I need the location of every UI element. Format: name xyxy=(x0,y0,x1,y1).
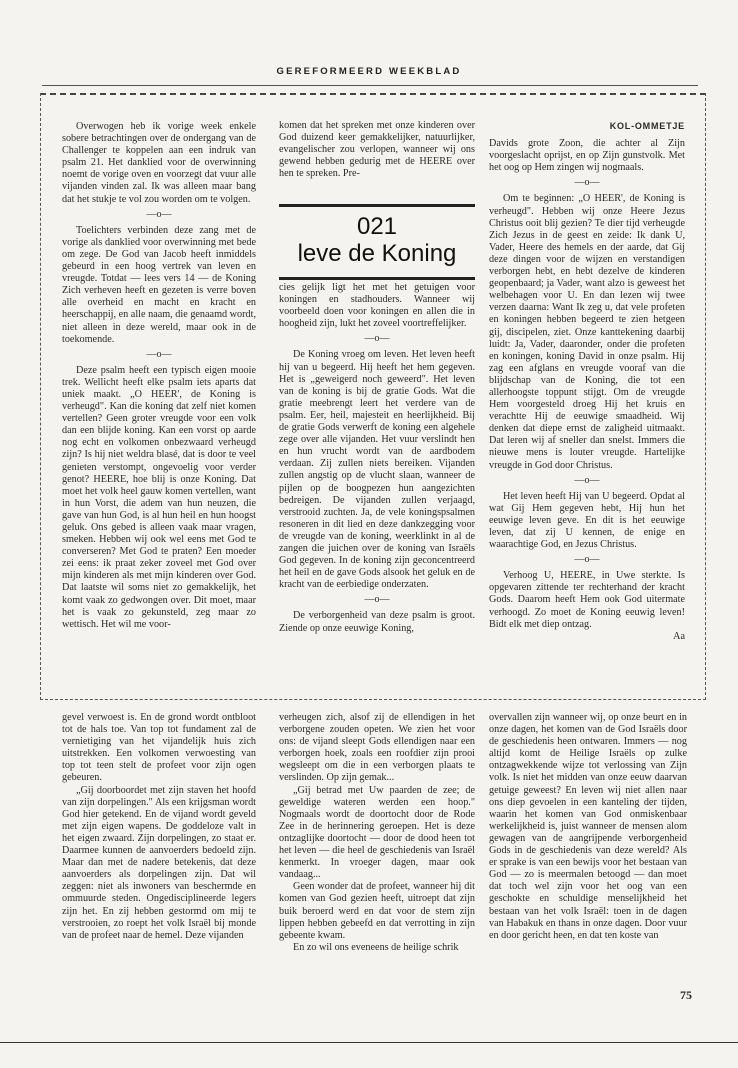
section-separator: —o— xyxy=(574,554,600,566)
paragraph: De Koning vroeg om leven. Het leven heeft hij van u begeerd. Hij heeft het hem gegeven. Het is „geweigerd noch geweerd". Het leven van de koning is bij de gratie Gods. Wat die gratie meebrengt leert het verdere van de psalm. Eer, heil, majesteit en heerlijkheid. Bij de gratie Gods verwerft de koning een algehele zege over alle vijanden. Het vuur verslindt hen en hun vrucht wordt van de aardbodem verdaan. Zij zullen niets bereiken. Vijanden zullen angstig op de vlucht slaan, wanneer de pijlen op de boogpezen hun aangezichten bedreigen. De vijanden zullen verjaagd, verstrooid zuchten. Ja, de vele koningspsalmen resoneren in dit lied en deze dankzegging voor de vreugde van de koning, weerklinkt in al de zangen die juichen over de koning van Israëls God gegeven. In de koning zijn geconcentreerd het heil en de gave Gods alsook het geluk en de kracht van de eerbiedige onderzaten. xyxy=(279,349,475,591)
paragraph: Het leven heeft Hij van U begeerd. Opdat al wat Gij Hem gegeven hebt, Hij hun het eeuwige leven geve. En dit is het eeuwige leven, dat zij U kennen, de enige en waarachtige God, en Jezus Christus. xyxy=(489,490,685,551)
paragraph: verheugen zich, alsof zij de ellendigen in het verborgene zouden opeten. We zien het voor ons: de vijand sleept Gods ellendigen naar een verborgen hoek, zoals een roofdier zijn prooi wegsleept om die in een verborgen plaats te verslinden. Op zijn gemak... xyxy=(279,712,475,784)
column-2-top xyxy=(279,120,475,180)
paragraph: Verhoog U, HEERE, in Uwe sterkte. Is opgevaren zittende ter rechterhand der kracht Gods. Daarom heeft Hem ook God uitermate verhoogd. Zo moet de Koning eeuwig leven! Bidt elk met diep ontzag. xyxy=(489,570,685,630)
article-title-block xyxy=(279,204,475,280)
column-3 xyxy=(489,120,685,643)
header-rule xyxy=(42,85,698,86)
page-number: 75 xyxy=(680,988,692,1002)
paragraph: Toelichters verbinden deze zang met de vorige als danklied voor overwinning met bede om zege. De God van Jacob heeft inmiddels gebeurd in een hoog vertrek van leven en vreugde. Totdat — lees vers 14 — de Koning Zich verheven heeft en gezeten is verre boven alle overheid en macht en kracht en heerschappij, en alle naam, die genaamd wordt, niet alleen in deze wereld, maar ook in de toekomende. xyxy=(62,224,256,345)
paragraph: Om te beginnen: „O HEER', de Koning is verheugd". Hebben wij onze Heere Jezus Christus ooit blij gezien? Te dier tijd verheugde Zich Jezus in de geest en zeide: Ik dank U, Vader, Heere des hemels en der aarde, dat Gij deze dingen voor de wijzen en verstandigen verborgen hebt, en hebt dezelve de kinderen geopenbaard; ja Vader, want alzo is geweest het welbehagen voor U. En dan lezen wij twee verzen daarna: Want Ik zeg u, dat vele profeten en koningen hebben begeerd te zien hetgeen gij, discipelen, ziet. Onze kanttekening daarbij luidt: Ja, Vader, daaronder, onder die profeten en koningen, koning David in onze psalm. Hij zag een afglans en vreugde vooraf van die blijdschap van de Koning, die tot een allerhoogste toppunt stijgt. Om de vreugde Hem voorgesteld droeg Hij het kruis en verachtte Hij de eeuwige smaadheid. Wij denken dat diepe ernst de zaligheid uitmaakt. Dat leren wij af sneller dan snelst. Immers die nieuwe mens is louter vreugde. Hartelijke vreugde in God door Christus. xyxy=(489,193,685,471)
paragraph: En zo wil ons eveneens de heilige schrik xyxy=(293,941,459,953)
article-number: 021 xyxy=(356,213,398,240)
paragraph: Davids grote Zoon, die achter al Zijn voorgeslacht oprijst, en op Zijn gunstvolk. Met het oog op Hem zingen wij nogmaals. xyxy=(489,138,685,174)
paragraph: gevel verwoest is. En de grond wordt ontbloot tot de hals toe. Van top tot fundament zal de vernietiging van het vijandelijk huis zich uitstrekken. Een volkomen verwoesting van top tot teen stelt de profeet voor zijn ogen gebeuren. xyxy=(62,712,256,784)
paragraph: Deze psalm heeft een typisch eigen mooie trek. Wellicht heeft elke psalm iets aparts dat uniek maakt. „O HEER', de Koning is verheugd". Kan die koning dat zelf niet komen vertellen? Geen groter vreugde voor een volk dan een blijde koning. Kan een vorst op aarde nog echt en volkomen onbezwaard verheugd zijn? Is hij niet weldra blasé, dat is door te veel genieten verstompt, ongevoelig voor verder genot? HEERE, hoe blij is onze Koning. Dat moet het volk heel gauw komen vertellen, want in hun Vorst, die adem van hun neuzen, die gave van hun God, is al hun heil en hun hoogst geluk. Ons gebed is alleen vaak maar vragen, smeken. Hebben wij ook wel eens met God te converseren? Met God te praten? Een moeder zei eens: ik praat zeker zoveel met God over mijn kinderen als met mijn kinderen over God. Dat laatste wil soms niet zo gemakkelijk, het komt vaak zo gedwongen over. Dit moet, maar het is vaak zo gekunsteld, zeg maar zo wettisch. Het wil me voor- xyxy=(62,364,256,630)
paragraph: overvallen zijn wanneer wij, op onze beurt en in onze dagen, het komen van de God Israëls door de geschiedenis heen ontwaren. Immers — nog altijd komt de Heilige Israëls op zulke ontzagwekkende wijze tot verlossing van Zijn volk. Is niet het midden van onze eeuw daarvan getuige geweest? En leven wij niet allen naar ons diep gevoelen in een kanteling der tijden, waarin het komen van God onmiskenbaar werkelijkheid is, juist wanneer de mensen alom gewagen van de aangrijpende verborgenheid Gods in de geschiedenis van deze wereld? Als er sprake is van een bewijs voor het bestaan van God — zo is meermalen betoogd — dan moet dat toch wel zijn voor het oog van een geschokte en schuldige menselijkheid het bestaan van het volk Israël: toen in de dagen van Habakuk en thans in onze dagen. Door vuur en door gericht heen, en dat ten koste van xyxy=(489,712,687,941)
paragraph: cies gelijk ligt het met het getuigen voor koningen en stadhouders. Wanneer wij voorbeeld doen voor koningen en allen die in hoogheid zijn, lukt het zoveel voortreffelijker. xyxy=(279,282,475,330)
section-separator: —o— xyxy=(574,177,600,189)
column-2 xyxy=(279,282,475,635)
section-separator: —o— xyxy=(574,474,600,486)
bottom-column-1 xyxy=(62,712,256,942)
bottom-column-3 xyxy=(489,712,687,942)
bottom-column-2 xyxy=(279,712,475,954)
column-label: KOL-OMMETJE xyxy=(609,121,685,131)
section-separator: —o— xyxy=(364,594,390,606)
paragraph: komen dat het spreken met onze kinderen over God duizend keer gemakkelijker, natuurlijker, evangelischer zou verlopen, wanneer wij ons gewend hebben gedurig met de HEERE over hen te spreken. Pre- xyxy=(279,120,475,180)
section-separator: —o— xyxy=(146,348,172,360)
author-initials: Aa xyxy=(673,630,685,642)
paragraph: „Gij betrad met Uw paarden de zee; de geweldige wateren werden een hoop." Nogmaals wordt de doortocht door de Rode Zee in de herinnering geroepen. Het is deze ontzaglijke doortocht — door de dood heen tot het leven — die heel de geschiedenis van Israël kenmerkt. In vroeger dagen, maar ook vandaag... xyxy=(279,784,475,881)
column-3-body xyxy=(489,138,685,631)
article-title: leve de Koning xyxy=(297,240,457,267)
paragraph: Overwogen heb ik vorige week enkele sobere betrachtingen over de ondergang van de Challenger te koppelen aan een indruk van psalm 21. Het danklied voor de overwinning noemt de vorige oven en voorzegt dat vuur alle vijanden vinden zal. Ik was alleen maar bang dat het stukje te vol zou worden om te volgen. xyxy=(62,121,256,205)
column-1 xyxy=(62,121,256,631)
paragraph: „Gij doorboordet met zijn staven het hoofd van zijn dorpelingen." Als een krijgsman wordt God hier getekend. En de vijand wordt geveld met zijn eigen wapens. De goddeloze valt in het eigen zwaard. Zijn dorpelingen, zo staat er. Daarmee kunnen de aanvoerders bedoeld zijn. Maar dan met de nadere betekenis, dat deze aanvoerders als dorpelingen zijn. Dat wil zeggen: niet als inwoners van beschermde en ommuurde steden. Ongedisciplineerde legers zijn het. En zij hebben gestormd om mij te verstrooien, zo roept het volk Israël bij monde van de profeet naar de hemel. Deze vijanden xyxy=(62,784,256,941)
paragraph: Geen wonder dat de profeet, wanneer hij dit komen van God gezien heeft, uitroept dat zijn buik beroerd werd en dat voor de stem zijn lippen hebben gebeefd en dat verrotting in zijn gebeente kwam. xyxy=(279,881,475,941)
page-header: GEREFORMEERD WEEKBLAD xyxy=(276,66,462,77)
section-separator: —o— xyxy=(146,208,172,220)
paragraph: De verborgenheid van deze psalm is groot. Ziende op onze eeuwige Koning, xyxy=(279,610,475,634)
section-separator: —o— xyxy=(364,333,390,345)
bottom-rule xyxy=(0,1042,738,1043)
